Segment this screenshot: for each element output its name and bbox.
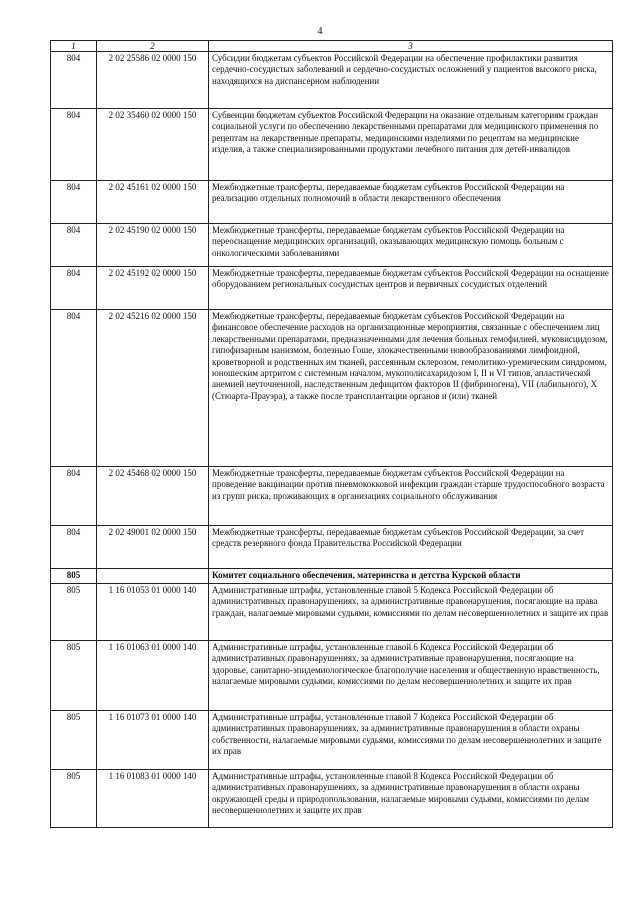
description-cell: Административные штрафы, установленные главой 5 Кодекса Российской Федерации об административных правонарушениях, за административные правонарушения, посягающие на права граждан, налагаемые мировыми судьями, комиссиями по делам несовершеннолетних и защите их прав [209, 584, 613, 641]
admin-code-cell: 804 [51, 310, 97, 467]
table-header-row [51, 41, 613, 52]
page-number: 4 [317, 26, 323, 37]
description-cell: Межбюджетные трансферты, передаваемые бюджетам субъектов Российской Федерации на проведение вакцинации против пневмококковой инфекции граждан старше трудоспособного возраста из групп риска, проживающих в организациях социального обслуживания [209, 467, 613, 526]
budget-code-cell: 2 02 45216 02 0000 150 [97, 310, 209, 467]
table-row [51, 467, 613, 526]
budget-code-cell: 2 02 45192 02 0000 150 [97, 267, 209, 310]
description-cell: Административные штрафы, установленные главой 8 Кодекса Российской Федерации об административных правонарушениях, за административные правонарушения в области охраны окружающей среды и природопользования, налагаемые мировыми судьями, комиссиями по делам несовершеннолетних и защите их прав [209, 770, 613, 828]
budget-code-cell: 2 02 45468 02 0000 150 [97, 467, 209, 526]
description-cell: Административные штрафы, установленные главой 6 Кодекса Российской Федерации об административных правонарушениях, за административные правонарушения, посягающие на здоровье, санитарно-эпидемиологическое благополучие населения и общественную нравственность, налагаемые мировыми судьями, комиссиями по делам несовершеннолетних и защите их прав [209, 641, 613, 711]
admin-code-cell: 805 [51, 711, 97, 770]
budget-code-cell: 2 02 25586 02 0000 150 [97, 52, 209, 109]
table-row [51, 770, 613, 828]
description-cell: Субвенции бюджетам субъектов Российской Федерации на оказание отдельным категориям граждан социальной услуги по обеспечению лекарственными препаратами для медицинского применения по рецептам на лекарственные препараты, медицинскими изделиями по рецептам на медицинские изделия, а также специализированными продуктами лечебного питания для детей-инвалидов [209, 109, 613, 181]
admin-code-cell: 804 [51, 181, 97, 224]
description-cell: Комитет социального обеспечения, материнства и детства Курской области [209, 569, 613, 584]
table-row [51, 267, 613, 310]
description-cell: Межбюджетные трансферты, передаваемые бюджетам субъектов Российской Федерации на оснащение оборудованием региональных сосудистых центров и первичных сосудистых отделений [209, 267, 613, 310]
description-cell: Межбюджетные трансферты, передаваемые бюджетам субъектов Российской Федерации, за счет средств резервного фонда Правительства Российской Федерации [209, 526, 613, 569]
budget-code-cell: 2 02 49001 02 0000 150 [97, 526, 209, 569]
admin-code-cell: 805 [51, 641, 97, 711]
table-row [51, 584, 613, 641]
budget-code-cell: 1 16 01083 01 0000 140 [97, 770, 209, 828]
admin-code-cell: 804 [51, 267, 97, 310]
admin-code-cell: 804 [51, 52, 97, 109]
table-row [51, 109, 613, 181]
column-header-description: 3 [209, 41, 613, 52]
description-cell: Межбюджетные трансферты, передаваемые бюджетам субъектов Российской Федерации на финансовое обеспечение расходов на организационные мероприятия, связанные с обеспечением лиц лекарственными препаратами, предназначенными для лечения больных гемофилией, муковисцидозом, гипофизарным нанизмом, болезнью Гоше, злокачественными новообразованиями лимфоидной, кроветворной и родственных им тканей, рассеянным склерозом, гемолитико-уремическим синдромом, юношеским артритом с системным началом, мукополисахаридозом I, II и VI типов, апластической анемией неуточненной, наследственным дефицитом факторов II (фибриногена), VII (лабильного), X (Стюарта-Прауэра), а также после трансплантации органов и (или) тканей [209, 310, 613, 467]
admin-code-cell: 805 [51, 584, 97, 641]
admin-code-cell: 804 [51, 467, 97, 526]
description-cell: Субсидии бюджетам субъектов Российской Федерации на обеспечение профилактики развития сердечно-сосудистых заболеваний и сердечно-сосудистых осложнений у пациентов высокого риска, находящихся на диспансерном наблюдении [209, 52, 613, 109]
budget-code-cell: 1 16 01073 01 0000 140 [97, 711, 209, 770]
admin-code-cell: 804 [51, 526, 97, 569]
admin-code-cell: 805 [51, 569, 97, 584]
budget-code-cell: 1 16 01053 01 0000 140 [97, 584, 209, 641]
table-body [51, 52, 613, 828]
table-row [51, 52, 613, 109]
admin-code-cell: 804 [51, 224, 97, 267]
budget-code-cell: 2 02 45161 02 0000 150 [97, 181, 209, 224]
description-cell: Межбюджетные трансферты, передаваемые бюджетам субъектов Российской Федерации на реализацию отдельных полномочий в области лекарственного обеспечения [209, 181, 613, 224]
table-row [51, 310, 613, 467]
table-row [51, 711, 613, 770]
budget-code-cell [97, 569, 209, 584]
table-row [51, 181, 613, 224]
budget-code-cell: 1 16 01063 01 0000 140 [97, 641, 209, 711]
description-cell: Административные штрафы, установленные главой 7 Кодекса Российской Федерации об административных правонарушениях, за административные правонарушения в области охраны собственности, налагаемые мировыми судьями, комиссиями по делам несовершеннолетних и защите их прав [209, 711, 613, 770]
section-row [51, 569, 613, 584]
budget-code-cell: 2 02 35460 02 0000 150 [97, 109, 209, 181]
admin-code-cell: 804 [51, 109, 97, 181]
column-header-admin: 1 [51, 41, 97, 52]
column-header-code: 2 [97, 41, 209, 52]
admin-code-cell: 805 [51, 770, 97, 828]
table-row [51, 641, 613, 711]
description-cell: Межбюджетные трансферты, передаваемые бюджетам субъектов Российской Федерации на переоснащение медицинских организаций, оказывающих медицинскую помощь больным с онкологическими заболеваниями [209, 224, 613, 267]
table-row [51, 224, 613, 267]
budget-classification-table [50, 40, 613, 828]
budget-code-cell: 2 02 45190 02 0000 150 [97, 224, 209, 267]
table-row [51, 526, 613, 569]
